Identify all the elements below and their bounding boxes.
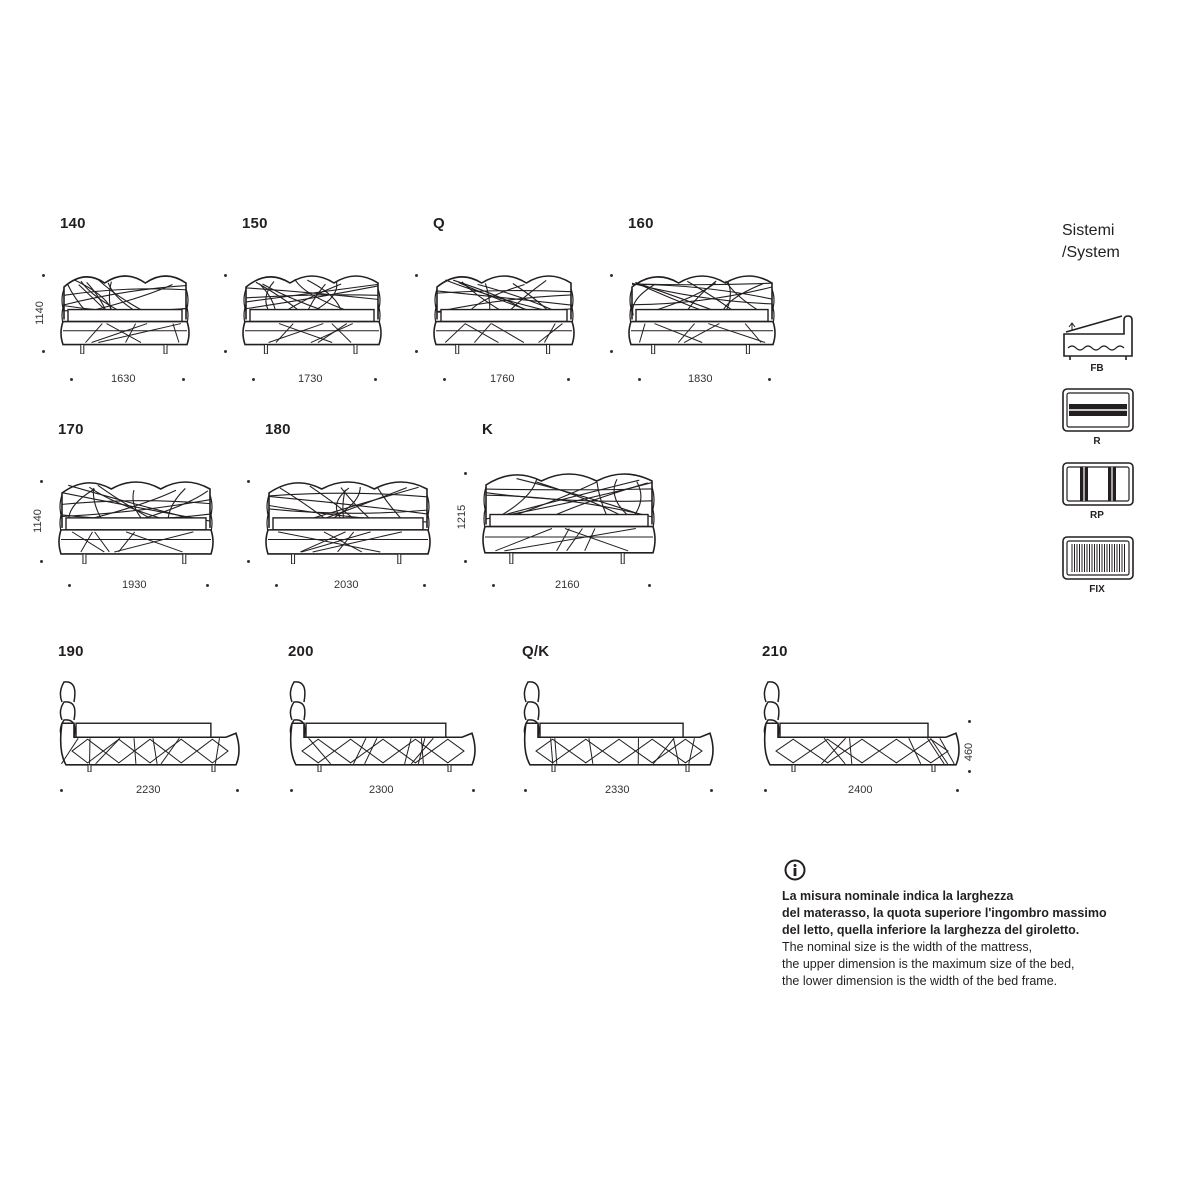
dim-dot [415, 274, 418, 277]
system-code-r: R [1093, 436, 1101, 447]
systems-title [1062, 220, 1120, 264]
bed-front-view-150 [242, 272, 382, 354]
bed-front-view-170 [58, 478, 214, 564]
dim-dot [492, 584, 495, 587]
dimension-note [782, 888, 1142, 990]
size-label-k: K [482, 421, 494, 438]
length-dimension-q-k: 2330 [605, 784, 630, 796]
width-dimension-180: 2030 [334, 579, 359, 591]
note-it-line3: del letto, quella inferiore la larghezza del giroletto. [782, 923, 1080, 937]
dim-dot [182, 378, 185, 381]
size-label-180: 180 [265, 421, 291, 438]
size-label-170: 170 [58, 421, 84, 438]
adjustable-slats-icon [1062, 462, 1134, 506]
dim-dot [524, 789, 527, 792]
note-en-line3: the lower dimension is the width of the bed frame. [782, 974, 1058, 988]
dim-dot [764, 789, 767, 792]
dim-dot [40, 480, 43, 483]
dim-dot [70, 378, 73, 381]
note-en-line2: the upper dimension is the maximum size of the bed, [782, 957, 1075, 971]
dim-dot [610, 274, 613, 277]
bed-side-view-q-k [522, 680, 716, 772]
dim-dot [40, 560, 43, 563]
dim-dot [247, 560, 250, 563]
length-dimension-210: 2400 [848, 784, 873, 796]
dim-dot [464, 560, 467, 563]
dim-dot [374, 378, 377, 381]
bed-side-view-210 [762, 680, 962, 772]
dim-dot [247, 480, 250, 483]
dim-dot [275, 584, 278, 587]
size-label-150: 150 [242, 215, 268, 232]
dim-dot [252, 378, 255, 381]
dim-dot [42, 274, 45, 277]
length-dimension-190: 2230 [136, 784, 161, 796]
dim-dot [68, 584, 71, 587]
dim-dot [710, 789, 713, 792]
bed-side-view-190 [58, 680, 242, 772]
dim-dot [567, 378, 570, 381]
systems-title-it: Sistemi [1062, 222, 1115, 239]
systems-title-en: /System [1062, 244, 1120, 261]
bed-front-view-180 [265, 478, 431, 564]
size-label-q: Q [433, 215, 445, 232]
size-label-190: 190 [58, 643, 84, 660]
dim-dot [956, 789, 959, 792]
size-label-200: 200 [288, 643, 314, 660]
note-en-line1: The nominal size is the width of the mattress, [782, 940, 1033, 954]
width-dimension-q: 1760 [490, 373, 515, 385]
size-label-160: 160 [628, 215, 654, 232]
height-dimension-210: 460 [963, 742, 976, 762]
bed-front-view-140 [60, 272, 190, 354]
dim-dot [472, 789, 475, 792]
size-label-210: 210 [762, 643, 788, 660]
size-label-q-k: Q/K [522, 643, 550, 660]
system-code-rp: RP [1090, 510, 1104, 521]
bed-side-view-200 [288, 680, 478, 772]
slatted-base-icon [1062, 388, 1134, 432]
width-dimension-140: 1630 [111, 373, 136, 385]
height-dimension-140: 1140 [33, 301, 46, 325]
width-dimension-160: 1830 [688, 373, 713, 385]
size-label-140: 140 [60, 215, 86, 232]
dim-dot [60, 789, 63, 792]
dim-dot [415, 350, 418, 353]
width-dimension-170: 1930 [122, 579, 147, 591]
dim-dot [968, 770, 971, 773]
info-icon [784, 859, 806, 881]
dim-dot [610, 350, 613, 353]
height-dimension-k: 1215 [456, 504, 469, 530]
dim-dot [42, 350, 45, 353]
dim-dot [464, 472, 467, 475]
width-dimension-150: 1730 [298, 373, 323, 385]
dim-dot [236, 789, 239, 792]
dim-dot [768, 378, 771, 381]
dim-dot [224, 350, 227, 353]
dim-dot [423, 584, 426, 587]
dim-dot [648, 584, 651, 587]
system-code-fb: FB [1090, 363, 1104, 374]
bed-front-view-q [433, 272, 575, 354]
storage-lift-icon [1062, 312, 1134, 362]
dim-dot [290, 789, 293, 792]
fixed-slats-icon [1062, 536, 1134, 580]
dim-dot [638, 378, 641, 381]
system-code-fix: FIX [1089, 584, 1105, 595]
dim-dot [968, 720, 971, 723]
bed-front-view-160 [628, 272, 776, 354]
bed-front-view-k [482, 470, 656, 564]
dim-dot [224, 274, 227, 277]
width-dimension-k: 2160 [555, 579, 580, 591]
dim-dot [206, 584, 209, 587]
length-dimension-200: 2300 [369, 784, 394, 796]
note-it-line1: La misura nominale indica la larghezza [782, 889, 1014, 903]
height-dimension-170: 1140 [31, 509, 44, 533]
dim-dot [443, 378, 446, 381]
note-it-line2: del materasso, la quota superiore l'ingombro massimo [782, 906, 1107, 920]
